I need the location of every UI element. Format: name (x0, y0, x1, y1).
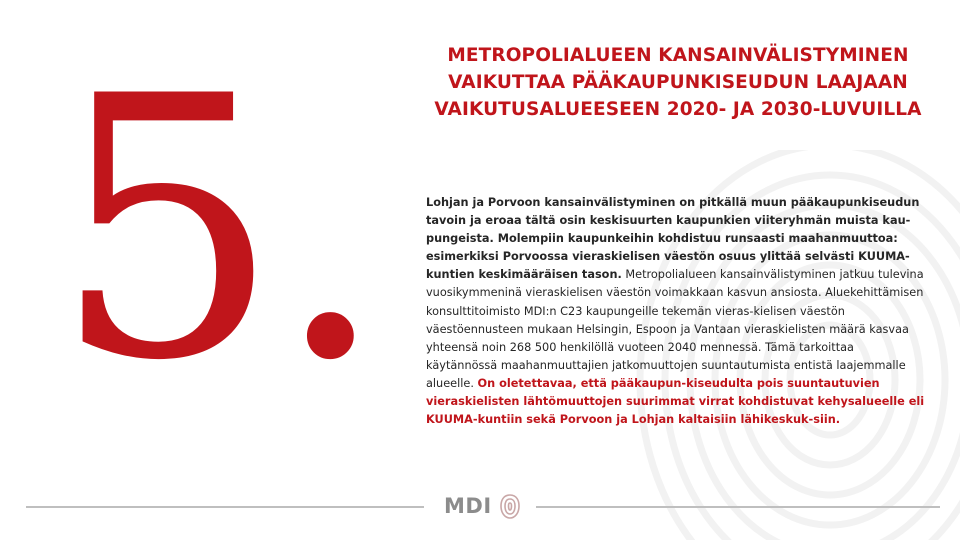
body-regular: Metropolialueen kansainvälistyminen jatkuu tulevina vuosikymmeninä vieraskielisen väestön voimakkaan kasvun ansiosta. Aluekehittämisen konsulttitoimisto MDI:n C23 kaupungeille tekemän vieras-kielisen väestön väestöennusteen mukaan Helsingin, Espoon ja Vantaan vieraskielisten määrä kasvaa yhteensä noin 268 500 henkilöllä vuoteen 2040 mennessä. Tämä tarkoittaa käytännössä maahanmuuttajien jatkomuuttojen suuntautumista entistä laajemmalle alueelle. (426, 268, 924, 390)
slide-number: 5. (52, 20, 380, 439)
fingerprint-icon (498, 491, 522, 521)
body-red-highlight: On oletettavaa, että pääkaupun-kiseudulta pois suuntautuvien vieraskielisten lähtömuuttojen suurimmat virrat kohdistuvat kehysalueelle eli KUUMA-kuntiin sekä Porvoon ja Lohjan kaltaisiin lähikeskuk-siin. (426, 376, 925, 427)
mdi-logo (444, 488, 522, 524)
footer-rule-right (536, 506, 940, 508)
body-paragraph (426, 194, 926, 429)
footer-rule-left (26, 506, 424, 508)
slide-title: METROPOLIALUEEN KANSAINVÄLISTYMINEN VAIKUTTAA PÄÄKAUPUNKISEUDUN LAAJAAN VAIKUTUSALUEESEEN 2020- JA 2030-LUVUILLA (434, 45, 922, 120)
logo-text: MDI (444, 494, 492, 518)
body-bold-intro: Lohjan ja Porvoon kansainvälistyminen on pitkällä muun pääkaupunkiseudun tavoin ja eroaa tältä osin keskisuurten kaupunkien viiteryhmän muista kau-pungeista. Molempiin kaupunkeihin kohdistuu runsaasti maahanmuuttoa: esimerkiksi Porvoossa vieraskielisen väestön osuus ylittää selvästi KUUMA-kuntien keskimääräisen tason. (426, 196, 920, 282)
